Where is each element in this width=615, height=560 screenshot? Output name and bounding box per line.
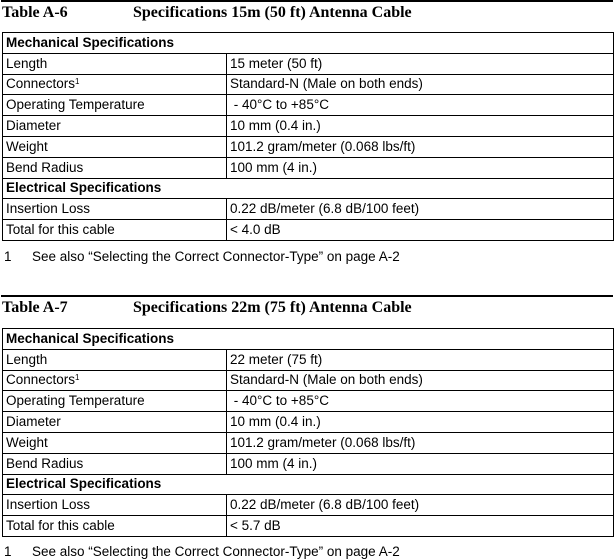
- spec-name: Connectors: [6, 76, 76, 92]
- spec-name: Weight: [3, 432, 227, 453]
- footnote: [4, 249, 400, 264]
- table-row: [3, 157, 614, 178]
- spec-name: Bend Radius: [3, 157, 227, 178]
- footnote-ref: 1: [75, 373, 80, 383]
- spec-value: < 4.0 dB: [227, 220, 614, 241]
- table-row: [3, 95, 614, 116]
- table-row: [3, 432, 614, 453]
- spec-name: Length: [3, 53, 227, 74]
- spec-value: Standard-N (Male on both ends): [227, 370, 614, 391]
- table-number: Table A-6: [2, 4, 68, 21]
- spec-value: 15 meter (50 ft): [227, 53, 614, 74]
- spec-value: 101.2 gram/meter (0.068 lbs/ft): [227, 432, 614, 453]
- electrical-header: Electrical Specifications: [3, 178, 614, 199]
- spec-name: Diameter: [3, 412, 227, 433]
- table-row: [3, 453, 614, 474]
- table-row: [3, 220, 614, 241]
- spec-value: 101.2 gram/meter (0.068 lbs/ft): [227, 136, 614, 157]
- footnote-number: 1: [4, 544, 12, 559]
- spec-name: Insertion Loss: [3, 199, 227, 220]
- table-row: [3, 136, 614, 157]
- table-title: [2, 4, 615, 22]
- spec-value: 0.22 dB/meter (6.8 dB/100 feet): [227, 495, 614, 516]
- title-rule: [1, 0, 613, 2]
- spec-value: 10 mm (0.4 in.): [227, 412, 614, 433]
- spec-name: Insertion Loss: [3, 495, 227, 516]
- table-row: [3, 370, 614, 391]
- spec-value: 22 meter (75 ft): [227, 349, 614, 370]
- electrical-header: Electrical Specifications: [3, 474, 614, 495]
- spec-value: 10 mm (0.4 in.): [227, 116, 614, 137]
- table-row: [3, 412, 614, 433]
- footnote-number: 1: [4, 249, 12, 264]
- spec-value: 100 mm (4 in.): [227, 453, 614, 474]
- footnote-text: See also “Selecting the Correct Connector-Type” on page A-2: [32, 249, 400, 264]
- section-header-row: [3, 178, 614, 199]
- spec-value: 100 mm (4 in.): [227, 157, 614, 178]
- table-a6-heading: [0, 0, 615, 22]
- spec-name: Weight: [3, 136, 227, 157]
- table-number: Table A-7: [2, 299, 68, 316]
- table-row: [3, 199, 614, 220]
- section-header-row: [3, 329, 614, 350]
- table-row: [3, 116, 614, 137]
- table-caption: Specifications 22m (75 ft) Antenna Cable: [133, 299, 412, 316]
- table-row: [3, 53, 614, 74]
- footnote: [4, 544, 400, 559]
- spec-table-a7: [2, 328, 614, 537]
- section-header-row: [3, 474, 614, 495]
- spec-value: Standard-N (Male on both ends): [227, 74, 614, 95]
- spec-name: Connectors: [6, 372, 76, 388]
- table-a7-heading: [0, 295, 615, 317]
- spec-name: Total for this cable: [3, 220, 227, 241]
- table-row: [3, 495, 614, 516]
- table-row: [3, 74, 614, 95]
- spec-table-a6: [2, 32, 614, 241]
- spec-name: Length: [3, 349, 227, 370]
- table-row: [3, 516, 614, 537]
- mechanical-header: Mechanical Specifications: [3, 33, 614, 54]
- spec-value: - 40°C to +85°C: [227, 391, 614, 412]
- spec-name: Diameter: [3, 116, 227, 137]
- spec-name: Bend Radius: [3, 453, 227, 474]
- spec-value: 0.22 dB/meter (6.8 dB/100 feet): [227, 199, 614, 220]
- spec-name: Operating Temperature: [3, 391, 227, 412]
- spec-value: < 5.7 dB: [227, 516, 614, 537]
- table-title: [2, 299, 615, 317]
- section-header-row: [3, 33, 614, 54]
- footnote-text: See also “Selecting the Correct Connector-Type” on page A-2: [32, 544, 400, 559]
- mechanical-header: Mechanical Specifications: [3, 329, 614, 350]
- table-caption: Specifications 15m (50 ft) Antenna Cable: [133, 4, 412, 21]
- spec-name: Total for this cable: [3, 516, 227, 537]
- spec-name-cell: [3, 74, 227, 95]
- spec-name-cell: [3, 370, 227, 391]
- table-row: [3, 391, 614, 412]
- title-rule: [1, 295, 613, 297]
- footnote-ref: 1: [75, 77, 80, 87]
- spec-name: Operating Temperature: [3, 95, 227, 116]
- table-row: [3, 349, 614, 370]
- spec-value: - 40°C to +85°C: [227, 95, 614, 116]
